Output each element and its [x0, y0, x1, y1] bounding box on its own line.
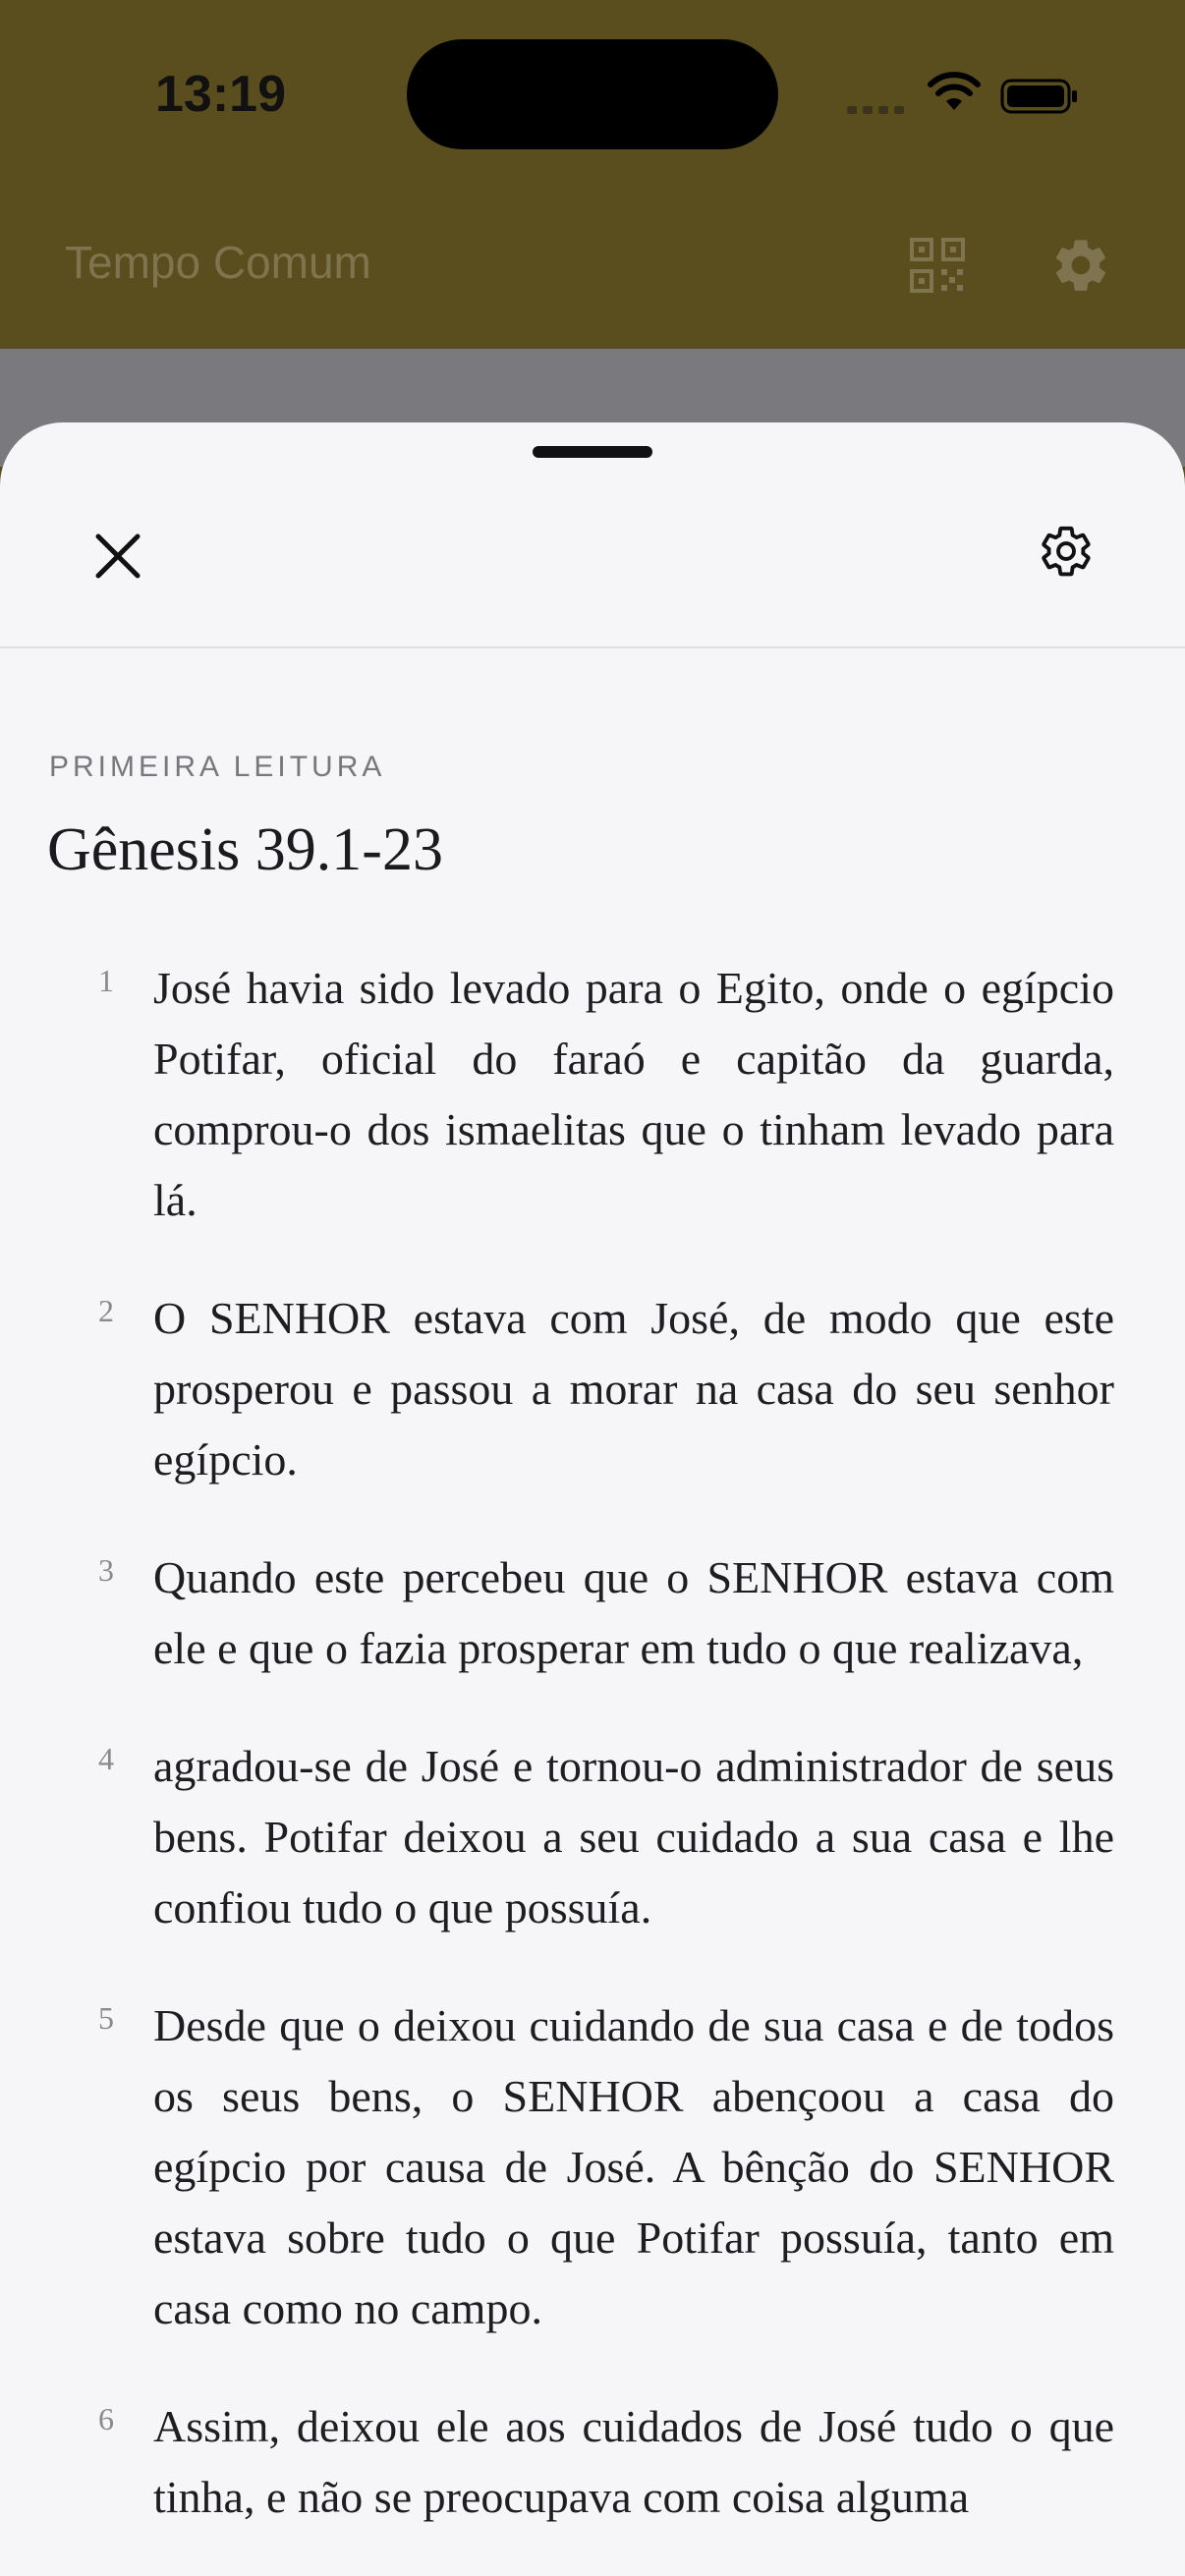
verse-item[interactable] [0, 1990, 1185, 2344]
cellular-signal-icon [847, 94, 906, 114]
close-icon[interactable] [88, 527, 147, 586]
verse-number: 3 [98, 1552, 114, 1588]
verse-text: agradou-se de José e tornou-o administrador de seus bens. Potifar deixou a seu cuidado a sua casa e lhe confiou tudo o que possuía. [153, 1741, 1114, 1932]
gear-icon[interactable] [1049, 234, 1112, 297]
app-bar [0, 196, 1185, 349]
app-title: Tempo Comum [65, 237, 371, 288]
verse-text: Assim, deixou ele aos cuidados de José tudo o que tinha, e não se preocupava com coisa alguma [153, 2401, 1114, 2522]
verse-item[interactable] [0, 1542, 1185, 1684]
verse-number: 6 [98, 2401, 114, 2436]
verse-item[interactable] [0, 2391, 1185, 2533]
status-bar [0, 0, 1185, 196]
sheet-grabber[interactable] [533, 446, 652, 458]
reading-reference: Gênesis 39.1-23 [47, 816, 443, 883]
verse-number: 1 [98, 963, 114, 998]
reading-label: PRIMEIRA LEITURA [49, 751, 386, 783]
verse-item[interactable] [0, 1283, 1185, 1495]
verse-text: José havia sido levado para o Egito, onde o egípcio Potifar, oficial do faraó e capitão da guarda, comprou-o dos ismaelitas que o tinham levado para lá. [153, 963, 1114, 1225]
verse-number: 4 [98, 1741, 114, 1776]
verse-item[interactable] [0, 1731, 1185, 1943]
verse-text: O SENHOR estava com José, de modo que este prosperou e passou a morar na casa do seu senhor egípcio. [153, 1293, 1114, 1484]
verse-text: Quando este percebeu que o SENHOR estava com ele e que o fazia prosperar em tudo o que realizava, [153, 1552, 1114, 1673]
gear-icon[interactable] [1038, 523, 1095, 580]
sheet-divider [0, 646, 1185, 648]
wifi-icon [928, 71, 981, 114]
reading-sheet [0, 422, 1185, 2576]
verse-number: 2 [98, 1293, 114, 1328]
verse-text: Desde que o deixou cuidando de sua casa e de todos os seus bens, o SENHOR abençoou a casa do egípcio por causa de José. A bênção do SENHOR estava sobre tudo o que Potifar possuía, tanto em casa como no campo. [153, 2000, 1114, 2333]
verse-number: 5 [98, 2000, 114, 2036]
battery-icon [1000, 77, 1079, 116]
verse-item[interactable] [0, 953, 1185, 1236]
status-time: 13:19 [155, 66, 286, 123]
dynamic-island [407, 39, 778, 149]
verse-list [0, 953, 1185, 2576]
qr-code-icon[interactable] [908, 236, 967, 295]
